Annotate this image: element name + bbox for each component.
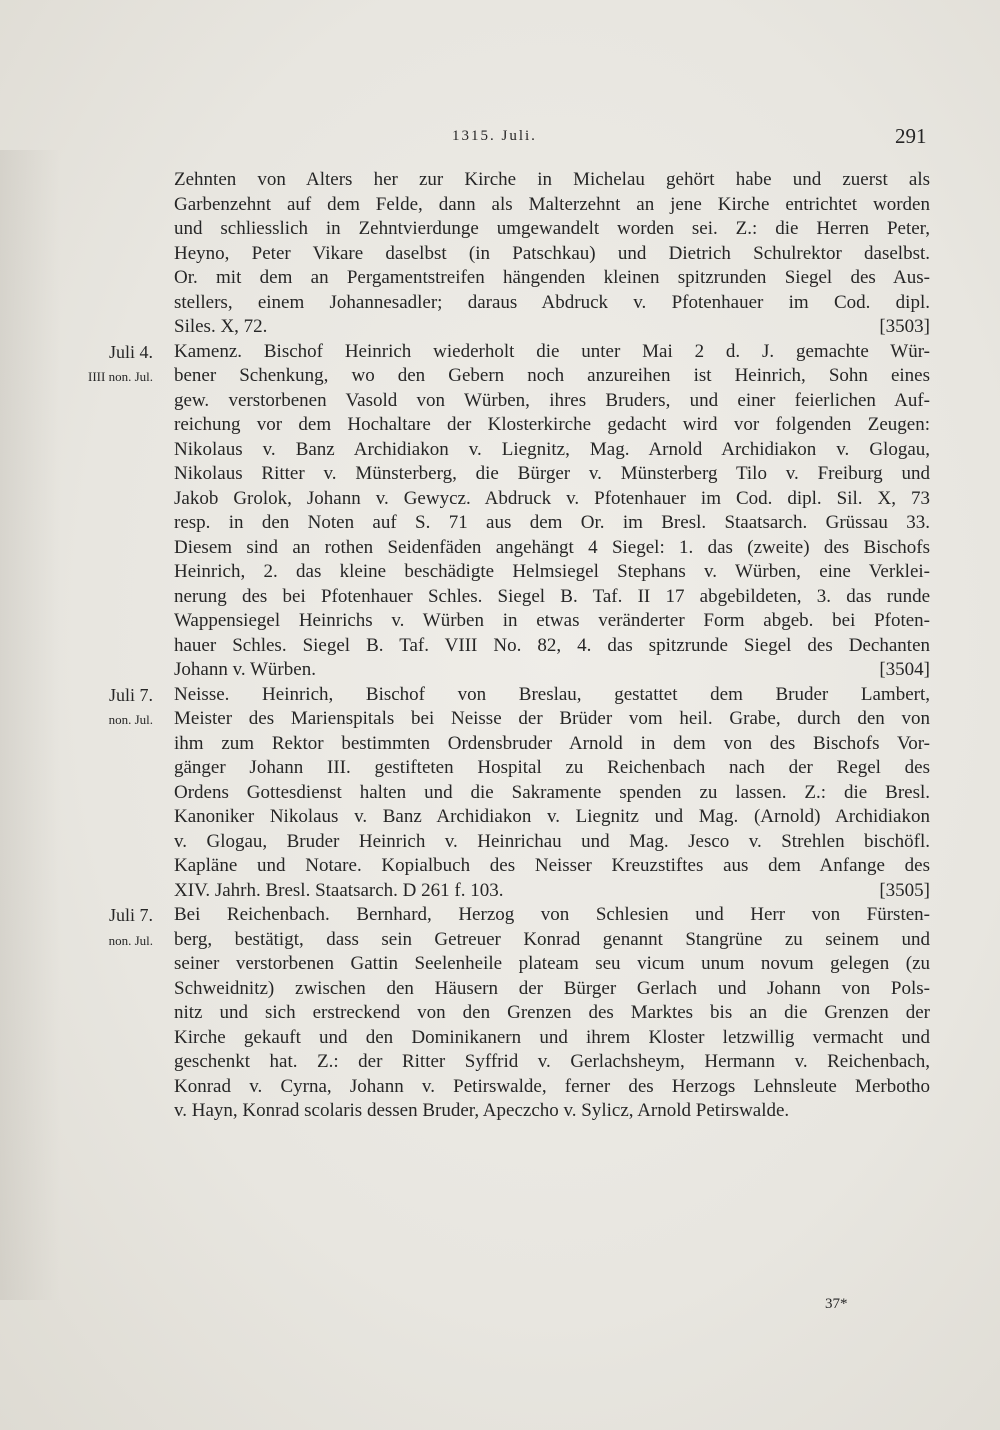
text-line: v. Hayn, Konrad scolaris dessen Bruder, Apeczcho v. Sylicz, Arnold Petirswalde. (174, 1100, 790, 1121)
register-number: [3505] (879, 879, 930, 901)
register-entry (174, 168, 930, 340)
text-line: reichung vor dem Hochaltare der Klosterkirche gedacht wird vor folgenden Zeugen: (174, 414, 930, 435)
register-entry (174, 683, 930, 904)
text-line: Wappensiegel Heinrichs v. Würben in etwas veränderter Form abgeb. bei Pfoten- (174, 610, 930, 631)
text-line: Kirche gekauft und den Dominikanern und ihrem Kloster letzwillig vermacht und (174, 1026, 930, 1048)
text-line: Siles. X, 72. (174, 316, 268, 337)
margin-roman-date: non. Jul. (108, 932, 153, 948)
text-line: seiner verstorbenen Gattin Seelenheile plateam seu vicum unum novum gelegen (zu (174, 953, 930, 974)
text-line: ihm zum Rektor bestimmten Ordensbruder Arnold in dem von des Bischofs Vor- (174, 732, 930, 754)
register-number: [3504] (879, 659, 930, 680)
margin-date: Juli 7. (108, 684, 153, 705)
text-line: Jakob Grolok, Johann v. Gewycz. Abdruck v. Pfotenhauer im Cod. dipl. Sil. X, 73 (174, 487, 930, 509)
register-entry (174, 903, 930, 1124)
text-line: geschenkt hat. Z.: der Ritter Syffrid v. Gerlachsheym, Hermann v. Reichenbach, (174, 1051, 930, 1072)
text-line: Ordens Gottesdienst halten und die Sakramente spenden zu lassen. Z.: die Bresl. (174, 781, 930, 803)
text-line: Nikolaus v. Banz Archidiakon v. Liegnitz, Mag. Arnold Archidiakon v. Glogau, (174, 438, 930, 460)
text-line: nerung des bei Pfotenhauer Schles. Siegel B. Taf. II 17 abgebildeten, 3. das runde (174, 585, 930, 607)
text-line: gänger Johann III. gestifteten Hospital zu Reichenbach nach der Regel des (174, 757, 930, 778)
text-line: gew. verstorbenen Vasold von Würben, ihres Bruders, und einer feierlichen Auf- (174, 389, 930, 411)
margin-date: Juli 4. (108, 341, 153, 362)
text-line: Kanoniker Nikolaus v. Banz Archidiakon v. Liegnitz und Mag. (Arnold) Archidiakon (174, 806, 930, 827)
text-line: Schweidnitz) zwischen den Häusern der Bürger Gerlach und Johann von Pols- (174, 977, 930, 999)
text-line: Meister des Marienspitals bei Neisse der Brüder vom heil. Grabe, durch den von (174, 708, 930, 729)
text-line: hauer Schles. Siegel B. Taf. VIII No. 82, 4. das spitzrunde Siegel des Dechanten (174, 634, 930, 656)
text-line: Heyno, Peter Vikare daselbst (in Patschkau) und Dietrich Schulrektor daselbst. (174, 242, 930, 264)
running-header: 1315. Juli. (452, 128, 537, 144)
text-line: resp. in den Noten auf S. 71 aus dem Or. im Bresl. Staatsarch. Grüssau 33. (174, 512, 930, 533)
margin-roman-date: IIII non. Jul. (88, 369, 153, 384)
register-number: [3503] (879, 316, 930, 337)
text-line: Heinrich, 2. das kleine beschädigte Helmsiegel Stephans v. Würben, eine Verklei- (174, 561, 930, 582)
margin-date: Juli 7. (108, 905, 153, 925)
text-line: Kamenz. Bischof Heinrich wiederholt die unter Mai 2 d. J. gemachte Wür- (174, 340, 930, 362)
text-line: Or. mit dem an Pergamentstreifen hängenden kleinen spitzrunden Siegel des Aus- (174, 267, 930, 288)
page-number: 291 (895, 124, 927, 148)
text-line: stellers, einem Johannesadler; daraus Abdruck v. Pfotenhauer im Cod. dipl. (174, 291, 930, 313)
text-line: Kapläne und Notare. Kopialbuch des Neisser Kreuzstiftes aus dem Anfange des (174, 855, 930, 876)
text-line: berg, bestätigt, dass sein Getreuer Konrad genannt Stangrüne zu seinem und (174, 928, 930, 950)
text-line: Neisse. Heinrich, Bischof von Breslau, gestattet dem Bruder Lambert, (174, 683, 930, 705)
text-line: Johann v. Würben. (174, 659, 316, 680)
register-entry (174, 340, 930, 683)
text-line: und schliesslich in Zehntvierdunge umgewandelt worden sei. Z.: die Herren Peter, (174, 218, 930, 239)
text-line: XIV. Jahrh. Bresl. Staatsarch. D 261 f. 103. (174, 879, 504, 901)
text-line: v. Glogau, Bruder Heinrich v. Heinrichau und Mag. Jesco v. Strehlen bischöfl. (174, 830, 930, 852)
text-line: Diesem sind an rothen Seidenfäden angehängt 4 Siegel: 1. das (zweite) des Bischofs (174, 536, 930, 558)
text-line: Zehnten von Alters her zur Kirche in Michelau gehört habe und zuerst als (174, 169, 930, 190)
margin-roman-date: non. Jul. (108, 712, 153, 727)
text-line: nitz und sich erstreckend von den Grenzen des Marktes bis an die Grenzen der (174, 1002, 930, 1023)
text-line: Bei Reichenbach. Bernhard, Herzog von Schlesien und Herr von Fürsten- (174, 904, 930, 925)
body-text (174, 168, 930, 1124)
text-line: Nikolaus Ritter v. Münsterberg, die Bürger v. Münsterberg Tilo v. Freiburg und (174, 463, 930, 484)
bleed-through-shadow (0, 150, 60, 1300)
text-line: Konrad v. Cyrna, Johann v. Petirswalde, ferner des Herzogs Lehnsleute Merbotho (174, 1075, 930, 1097)
text-line: bener Schenkung, wo den Gebern noch anzureihen ist Heinrich, Sohn eines (174, 365, 930, 386)
printer-signature: 37* (825, 1296, 848, 1312)
text-line: Garbenzehnt auf dem Felde, dann als Malterzehnt an jene Kirche entrichtet worden (174, 193, 930, 215)
